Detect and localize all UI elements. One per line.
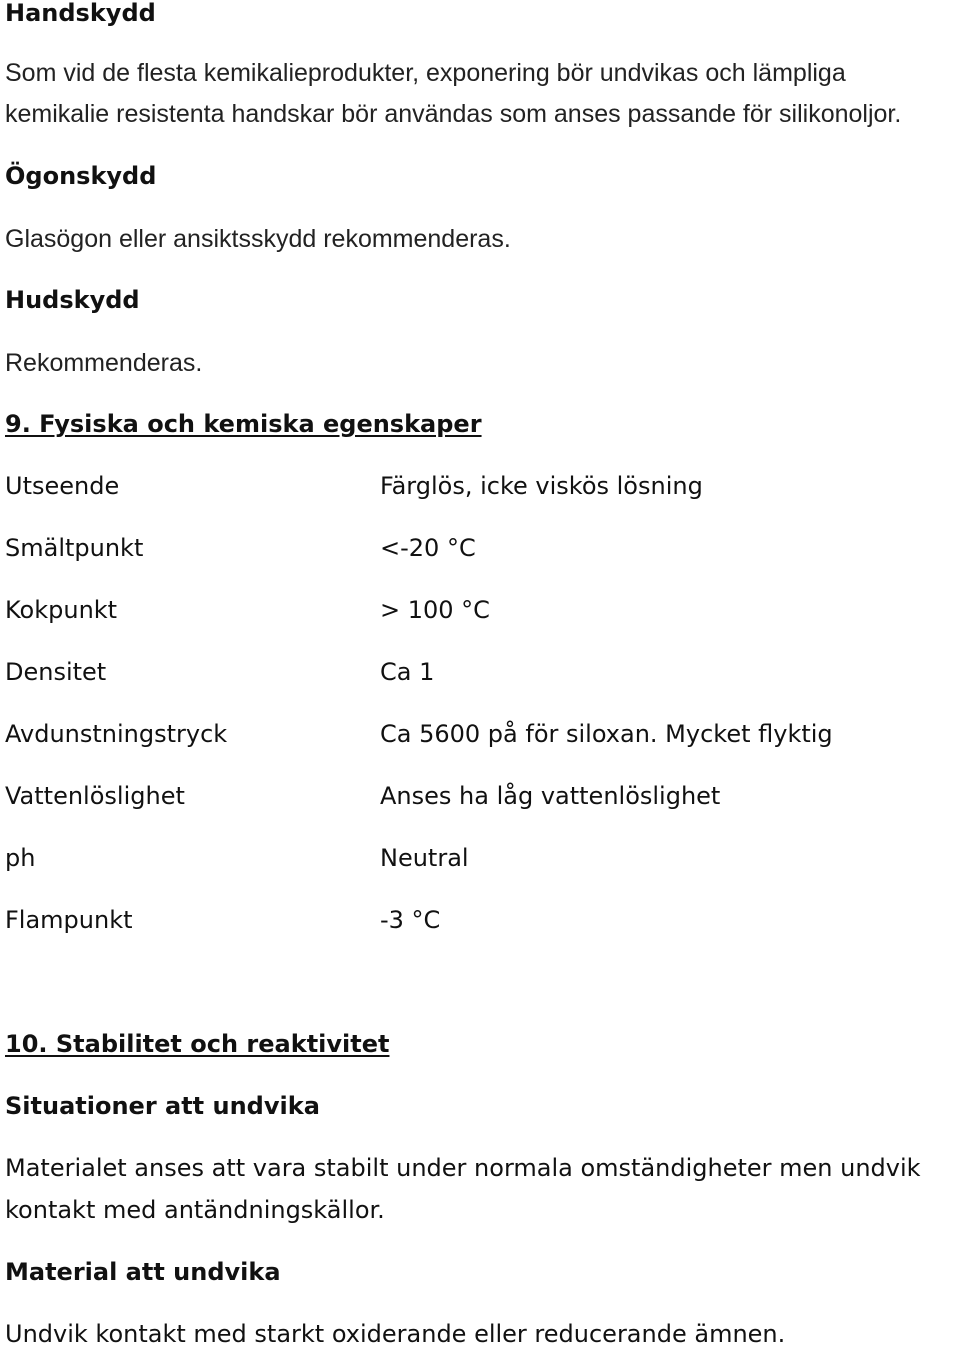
section-heading-physchem: 9. Fysiska och kemiska egenskaper bbox=[5, 410, 482, 438]
property-value: Anses ha låg vattenlöslighet bbox=[380, 782, 721, 810]
property-label: Utseende bbox=[5, 472, 120, 500]
property-value: <-20 °C bbox=[380, 534, 476, 562]
subheading-materials: Material att undvika bbox=[5, 1258, 281, 1286]
gloves-text-line-2: kemikalie resistenta handskar bör användas som anses passande för silikonoljor. bbox=[5, 100, 902, 128]
property-value: -3 °C bbox=[380, 906, 441, 934]
section-heading-eyes: Ögonskydd bbox=[5, 162, 157, 190]
section-heading-stability: 10. Stabilitet och reaktivitet bbox=[5, 1030, 390, 1058]
property-label: Smältpunkt bbox=[5, 534, 144, 562]
section-heading-skin: Hudskydd bbox=[5, 286, 140, 314]
property-value: > 100 °C bbox=[380, 596, 490, 624]
property-value: Ca 5600 på för siloxan. Mycket flyktig bbox=[380, 720, 833, 748]
materials-text: Undvik kontakt med starkt oxiderande eller reducerande ämnen. bbox=[5, 1320, 786, 1348]
property-value: Ca 1 bbox=[380, 658, 435, 686]
property-label: Flampunkt bbox=[5, 906, 133, 934]
skin-text: Rekommenderas. bbox=[5, 349, 203, 377]
property-label: Densitet bbox=[5, 658, 107, 686]
property-label: Kokpunkt bbox=[5, 596, 118, 624]
property-label: Avdunstningstryck bbox=[5, 720, 228, 748]
property-label: ph bbox=[5, 844, 36, 872]
subheading-situations: Situationer att undvika bbox=[5, 1092, 320, 1120]
situations-text-line-2: kontakt med antändningskällor. bbox=[5, 1196, 385, 1224]
situations-text-line-1: Materialet anses att vara stabilt under normala omständigheter men undvik bbox=[5, 1154, 921, 1182]
property-value: Neutral bbox=[380, 844, 469, 872]
property-value: Färglös, icke viskös lösning bbox=[380, 472, 703, 500]
property-label: Vattenlöslighet bbox=[5, 782, 185, 810]
section-heading-gloves: Handskydd bbox=[5, 0, 156, 27]
eyes-text: Glasögon eller ansiktsskydd rekommenderas. bbox=[5, 225, 511, 253]
gloves-text-line-1: Som vid de flesta kemikalieprodukter, exponering bör undvikas och lämpliga bbox=[5, 59, 846, 87]
